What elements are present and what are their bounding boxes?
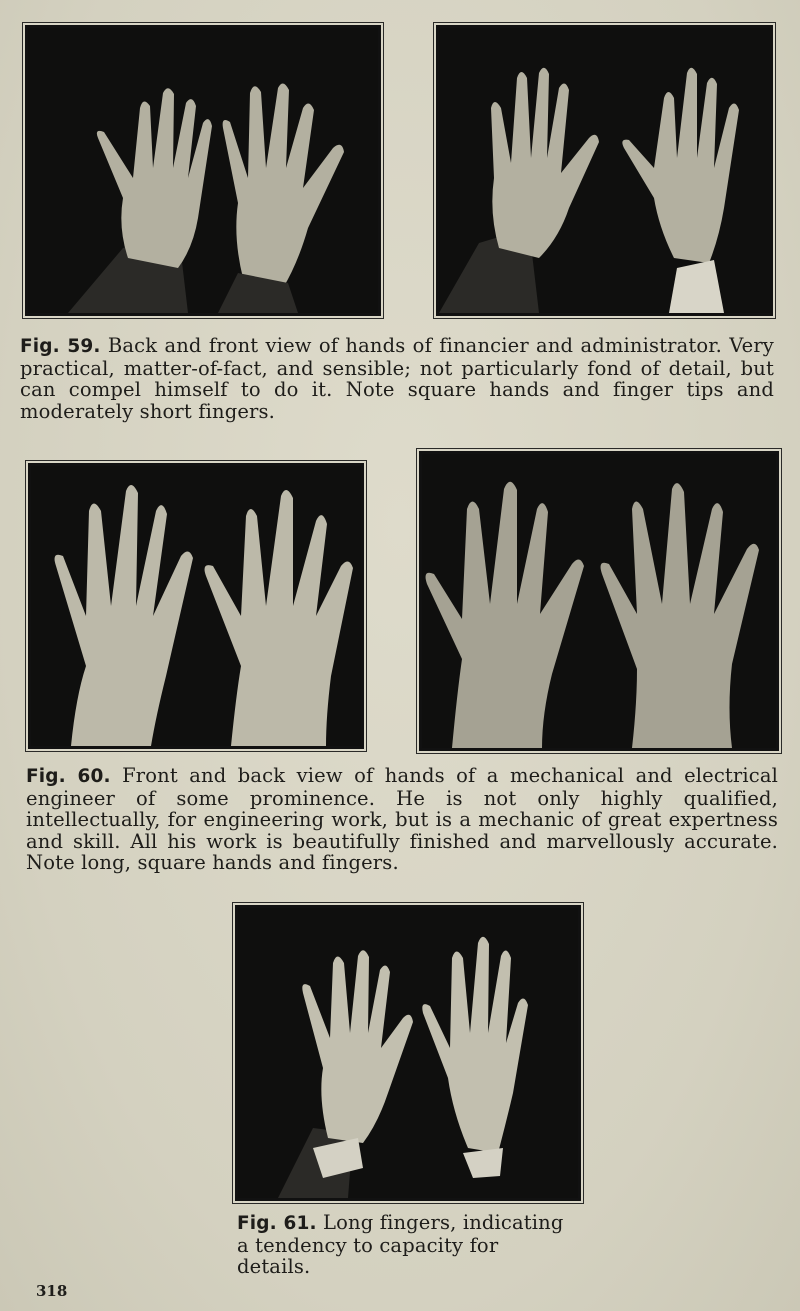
- fig60-photo-back: [419, 451, 779, 751]
- page-number: 318: [36, 1282, 68, 1300]
- hands-illustration: [439, 28, 770, 313]
- fig59-text: Back and front view of hands of financier and administrator. Very practical, matter-of-fact, and sensible; not particularly fond of detail, but can compel himself to do it. Note square hands and finger tips and moderately short fingers.: [20, 334, 774, 423]
- fig60-photo-front: [28, 463, 364, 749]
- fig61-label: Fig. 61.: [237, 1213, 317, 1234]
- fig59-photo-back: [25, 25, 381, 316]
- fig59-photo-front: [436, 25, 773, 316]
- fig61-text: Long fingers, indicating a tendency to capacity for details.: [237, 1211, 564, 1279]
- hands-illustration: [31, 466, 361, 746]
- fig59-label: Fig. 59.: [20, 336, 101, 357]
- fig59-caption: [20, 335, 774, 422]
- hands-illustration: [238, 908, 578, 1198]
- hands-illustration: [422, 454, 776, 748]
- hands-illustration: [28, 28, 378, 313]
- fig61-caption: [237, 1212, 577, 1278]
- fig60-label: Fig. 60.: [26, 766, 111, 787]
- fig60-caption: [26, 765, 778, 874]
- fig61-photo: [235, 905, 581, 1201]
- fig60-text: Front and back view of hands of a mechanical and electrical engineer of some prominence. He is not only highly qualified, intellectually, for engineering work, but is a mechanic of great expertness and skill. All his work is beautifully finished and marvellously accurate. Note long, square hands and fingers.: [26, 764, 778, 875]
